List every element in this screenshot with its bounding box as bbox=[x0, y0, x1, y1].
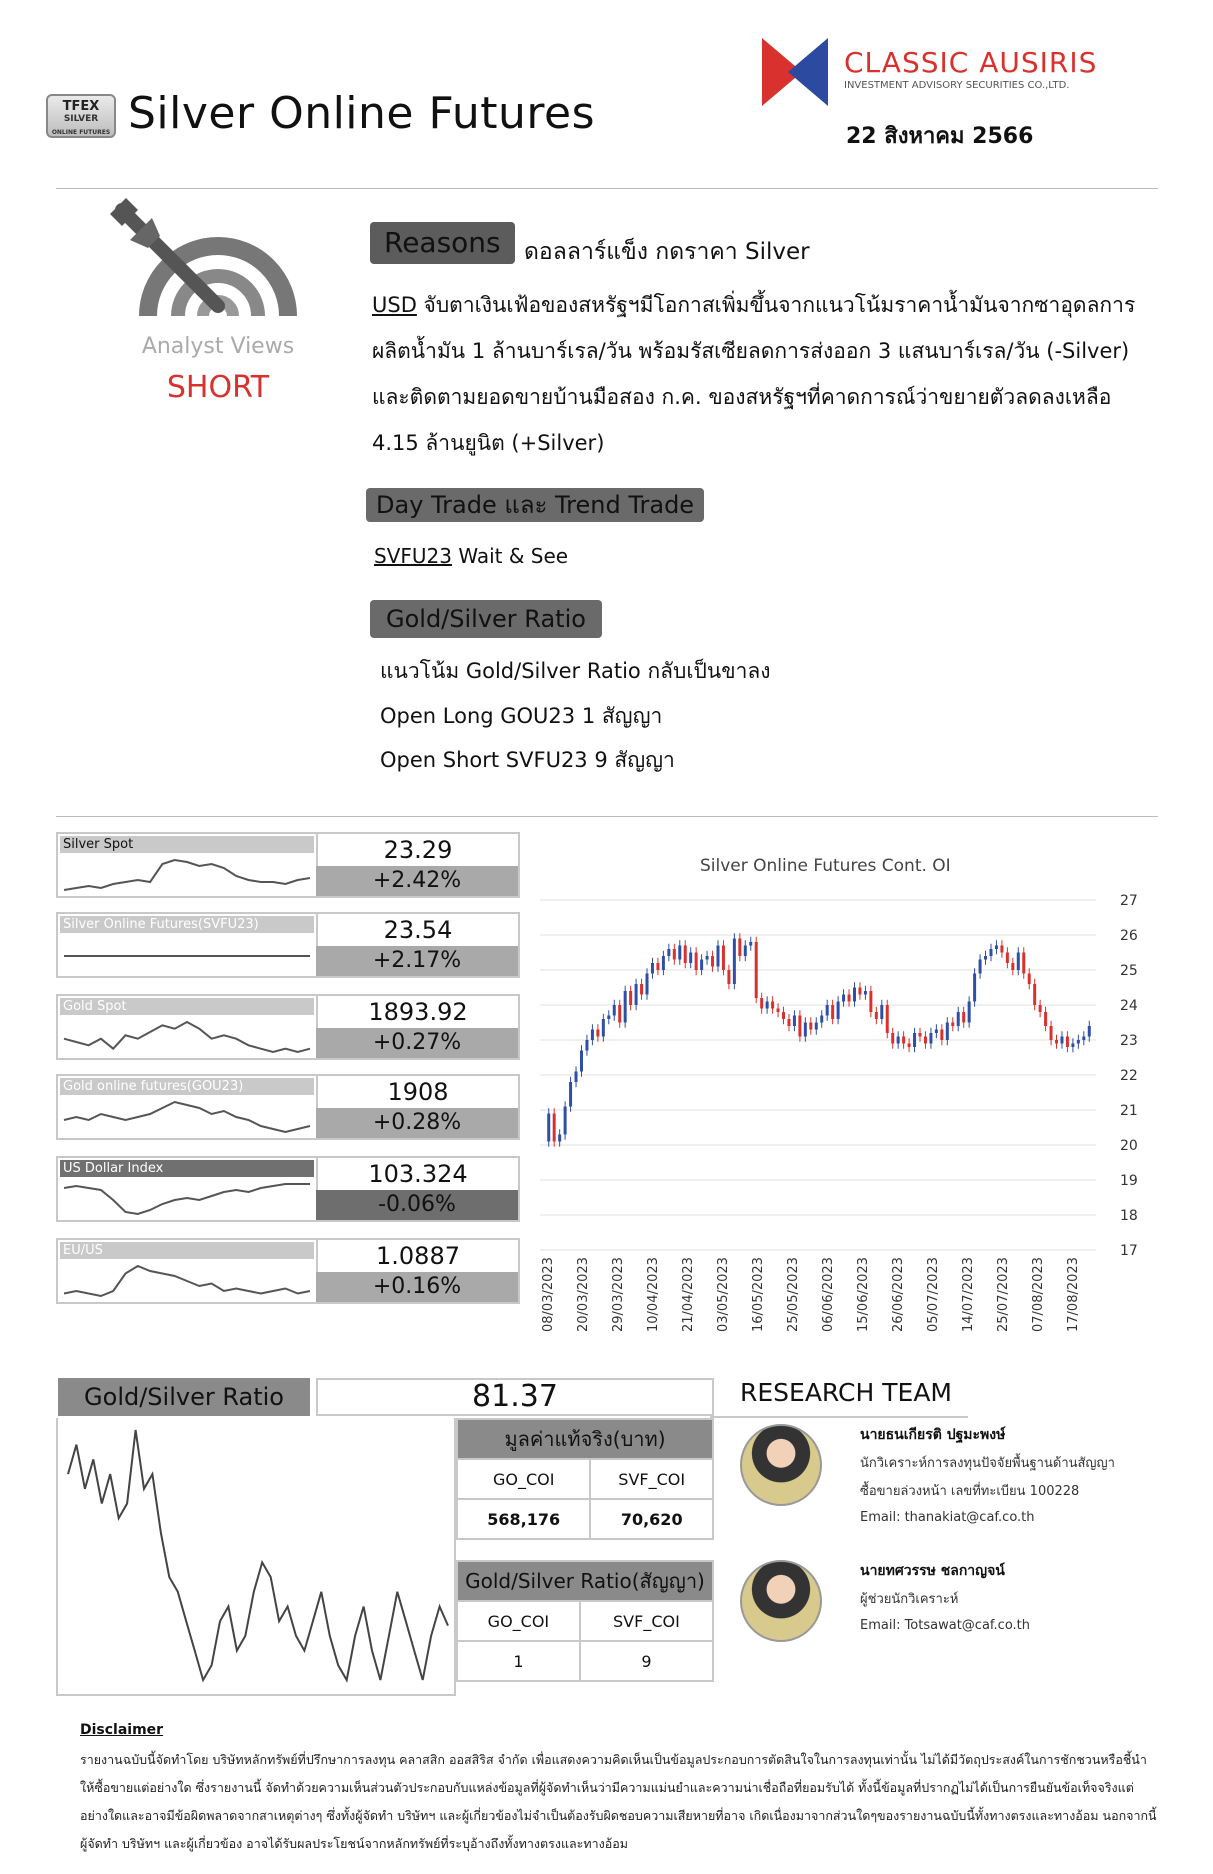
section-divider bbox=[56, 816, 1158, 817]
gold-silver-ratio-pill: Gold/Silver Ratio bbox=[370, 600, 602, 638]
candle-body bbox=[635, 984, 638, 1005]
candle-body bbox=[689, 953, 692, 964]
brand-name: CLASSIC AUSIRIS bbox=[844, 46, 1098, 79]
usd-label: USD bbox=[372, 293, 417, 317]
chart-title: Silver Online Futures Cont. OI bbox=[700, 856, 951, 876]
candle-body bbox=[902, 1037, 905, 1044]
candle-body bbox=[831, 1005, 834, 1019]
member-1-email: Email: thanakiat@caf.co.th bbox=[860, 1510, 1035, 1525]
ratio-header-go: GO_COI bbox=[457, 1601, 580, 1641]
candle-body bbox=[929, 1033, 932, 1044]
candle-body bbox=[875, 1012, 878, 1019]
sparkline-path bbox=[64, 1022, 310, 1052]
x-tick-label: 05/07/2023 bbox=[926, 1257, 941, 1332]
ratio-header-svf: SVF_COI bbox=[580, 1601, 713, 1641]
tile-value: 23.54 bbox=[316, 914, 518, 946]
y-tick-label: 27 bbox=[1120, 893, 1138, 909]
member-1-name: นายธนเกียรติ ปฐมะพงษ์ bbox=[860, 1427, 1006, 1443]
gold-silver-ratio-value: 81.37 bbox=[316, 1378, 714, 1416]
candle-body bbox=[1011, 963, 1014, 970]
candle-body bbox=[706, 956, 709, 960]
candle-body bbox=[646, 974, 649, 995]
candle-body bbox=[935, 1030, 938, 1034]
coi-header-go: GO_COI bbox=[457, 1459, 590, 1499]
reasons-text: จับตาเงินเฟ้อของสหรัฐฯมีโอกาสเพิ่มขึ้นจากแนวโน้มราคาน้ำมันจากซาอุดลการผลิตน้ำมัน 1 ล้านบาร์เรล/วัน พร้อมรัสเซียลดการส่งออก 3 แสนบาร์เรล/วัน (-Silver) และติดตามยอดขายบ้านมือสอง ก.ค. ของสหรัฐฯที่คาดการณ์ว่าขยายตัวลดลงเหลือ 4.15 ล้านยูนิต (+Silver) bbox=[372, 293, 1136, 455]
candle-body bbox=[733, 939, 736, 985]
candlestick-chart bbox=[536, 880, 1146, 1350]
candle-body bbox=[596, 1030, 599, 1037]
research-divider bbox=[710, 1416, 968, 1418]
x-tick-label: 26/06/2023 bbox=[891, 1257, 906, 1332]
x-tick-label: 20/03/2023 bbox=[576, 1257, 591, 1332]
tile-label: Gold online futures(GOU23) bbox=[60, 1078, 314, 1095]
candle-body bbox=[880, 1005, 883, 1019]
target-arrow-icon bbox=[108, 196, 298, 326]
brand-subtitle: INVESTMENT ADVISORY SECURITIES CO.,LTD. bbox=[844, 80, 1070, 91]
ratio-value-go: 1 bbox=[457, 1641, 580, 1681]
page-title: Silver Online Futures bbox=[128, 88, 596, 139]
sparkline bbox=[60, 1096, 314, 1136]
y-tick-label: 25 bbox=[1120, 963, 1138, 979]
coi-table-title: มูลค่าแท้จริง(บาท) bbox=[457, 1419, 713, 1459]
candle-body bbox=[957, 1012, 960, 1026]
candle-body bbox=[1017, 953, 1020, 971]
candle-body bbox=[804, 1023, 807, 1037]
tile-change: +2.42% bbox=[316, 866, 518, 896]
tile-label: EU/US bbox=[60, 1242, 314, 1259]
tile-value: 23.29 bbox=[316, 834, 518, 866]
gold-silver-ratio-chart bbox=[58, 1418, 458, 1694]
candle-body bbox=[798, 1016, 801, 1037]
candle-body bbox=[1039, 1005, 1042, 1012]
candle-body bbox=[640, 984, 643, 995]
candle-body bbox=[755, 942, 758, 998]
coi-value-table bbox=[456, 1418, 714, 1540]
y-tick-label: 23 bbox=[1120, 1033, 1138, 1049]
candle-body bbox=[1082, 1037, 1085, 1041]
sparkline bbox=[60, 934, 314, 974]
candle-body bbox=[607, 1016, 610, 1020]
header-divider bbox=[56, 188, 1158, 189]
reasons-pill: Reasons bbox=[370, 222, 515, 264]
candle-body bbox=[602, 1019, 605, 1037]
ratio-line bbox=[68, 1430, 448, 1680]
candle-body bbox=[793, 1016, 796, 1027]
sparkline bbox=[60, 1016, 314, 1056]
tile-change: +0.27% bbox=[316, 1028, 518, 1058]
y-tick-label: 21 bbox=[1120, 1103, 1138, 1119]
brand-logo-icon bbox=[762, 38, 828, 106]
y-tick-label: 18 bbox=[1120, 1208, 1138, 1224]
candle-body bbox=[695, 953, 698, 971]
day-trade-action: Wait & See bbox=[451, 544, 569, 568]
candle-body bbox=[989, 949, 992, 956]
ratio-line-short: Open Short SVFU23 9 สัญญา bbox=[380, 748, 675, 772]
member-1-role2: ซื้อขายล่วงหน้า เลขที่ทะเบียน 100228 bbox=[860, 1484, 1080, 1499]
market-tile bbox=[56, 912, 520, 978]
x-tick-label: 16/05/2023 bbox=[751, 1257, 766, 1332]
tile-label: Silver Spot bbox=[60, 836, 314, 853]
candle-body bbox=[547, 1114, 550, 1142]
candle-body bbox=[771, 1002, 774, 1009]
candle-body bbox=[580, 1051, 583, 1072]
sparkline-path bbox=[64, 1266, 310, 1296]
sparkline bbox=[60, 1260, 314, 1300]
candle-body bbox=[1028, 974, 1031, 985]
tfex-silver-badge: TFEX SILVER ONLINE FUTURES bbox=[46, 94, 116, 138]
candle-body bbox=[886, 1005, 889, 1033]
x-tick-label: 21/04/2023 bbox=[681, 1257, 696, 1332]
analyst-photo-1 bbox=[740, 1424, 822, 1506]
candle-body bbox=[651, 963, 654, 974]
candle-body bbox=[782, 1012, 785, 1019]
candle-body bbox=[924, 1037, 927, 1044]
analyst-views-label: Analyst Views bbox=[141, 334, 295, 359]
reasons-headline: ดอลลาร์แข็ง กดราคา Silver bbox=[524, 239, 810, 265]
y-tick-label: 22 bbox=[1120, 1068, 1138, 1084]
candle-body bbox=[837, 1002, 840, 1020]
x-tick-label: 17/08/2023 bbox=[1066, 1257, 1081, 1332]
tile-label: Silver Online Futures(SVFU23) bbox=[60, 916, 314, 933]
candle-body bbox=[820, 1016, 823, 1023]
y-tick-label: 20 bbox=[1120, 1138, 1138, 1154]
candle-body bbox=[673, 949, 676, 960]
analyst-view-short: SHORT bbox=[166, 370, 270, 405]
tile-value: 1.0887 bbox=[316, 1240, 518, 1272]
ratio-value-svf: 9 bbox=[580, 1641, 713, 1681]
candle-body bbox=[940, 1030, 943, 1041]
candle-body bbox=[1055, 1040, 1058, 1044]
candle-body bbox=[826, 1005, 829, 1016]
candle-body bbox=[1077, 1040, 1080, 1044]
candle-body bbox=[553, 1114, 556, 1142]
x-tick-label: 15/06/2023 bbox=[856, 1257, 871, 1332]
candle-body bbox=[700, 960, 703, 971]
tile-change: +0.28% bbox=[316, 1108, 518, 1138]
candle-body bbox=[842, 995, 845, 1002]
candle-body bbox=[749, 942, 752, 946]
x-tick-label: 14/07/2023 bbox=[961, 1257, 976, 1332]
sparkline-path bbox=[64, 1184, 310, 1214]
candle-body bbox=[1071, 1044, 1074, 1048]
candle-body bbox=[1006, 953, 1009, 964]
x-tick-label: 06/06/2023 bbox=[821, 1257, 836, 1332]
report-date: 22 สิงหาคม 2566 bbox=[846, 124, 1034, 149]
x-tick-label: 07/08/2023 bbox=[1031, 1257, 1046, 1332]
gold-silver-ratio-label: Gold/Silver Ratio bbox=[58, 1378, 310, 1416]
candle-body bbox=[777, 1009, 780, 1013]
candle-body bbox=[585, 1040, 588, 1051]
candle-body bbox=[711, 956, 714, 967]
y-tick-label: 26 bbox=[1120, 928, 1138, 944]
candle-body bbox=[858, 988, 861, 995]
member-1-role: นักวิเคราะห์การลงทุนปัจจัยพื้นฐานด้านสัญญา bbox=[860, 1456, 1115, 1471]
candle-body bbox=[716, 946, 719, 967]
candle-body bbox=[618, 1005, 621, 1023]
candle-body bbox=[591, 1030, 594, 1041]
sparkline bbox=[60, 1178, 314, 1218]
x-tick-label: 25/07/2023 bbox=[996, 1257, 1011, 1332]
candle-body bbox=[891, 1033, 894, 1044]
candle-body bbox=[662, 956, 665, 970]
candle-body bbox=[815, 1023, 818, 1030]
market-tile bbox=[56, 994, 520, 1060]
candle-body bbox=[684, 946, 687, 964]
candle-body bbox=[1044, 1012, 1047, 1026]
candle-body bbox=[897, 1037, 900, 1044]
candle-body bbox=[1022, 953, 1025, 974]
market-tile bbox=[56, 832, 520, 898]
candle-body bbox=[973, 974, 976, 1002]
candle-body bbox=[919, 1033, 922, 1037]
candle-body bbox=[760, 998, 763, 1009]
tile-value: 1893.92 bbox=[316, 996, 518, 1028]
candle-body bbox=[564, 1107, 567, 1135]
candle-body bbox=[1033, 984, 1036, 1005]
analyst-photo-2 bbox=[740, 1560, 822, 1642]
member-2-name: นายทศวรรษ ชลกาญจน์ bbox=[860, 1563, 1005, 1579]
coi-value-go: 568,176 bbox=[457, 1499, 590, 1539]
candle-body bbox=[569, 1082, 572, 1107]
candle-body bbox=[629, 991, 632, 1005]
candle-body bbox=[968, 1002, 971, 1023]
candle-body bbox=[738, 939, 741, 957]
member-2-role: ผู้ช่วยนักวิเคราะห์ bbox=[860, 1592, 959, 1607]
research-team-title: RESEARCH TEAM bbox=[740, 1378, 952, 1407]
candle-body bbox=[613, 1005, 616, 1016]
day-trade-pill: Day Trade และ Trend Trade bbox=[366, 488, 704, 522]
candle-body bbox=[744, 946, 747, 957]
candle-body bbox=[979, 960, 982, 974]
ratio-table-title: Gold/Silver Ratio(สัญญา) bbox=[457, 1561, 713, 1601]
day-trade-symbol: SVFU23 bbox=[374, 544, 452, 568]
x-tick-label: 10/04/2023 bbox=[646, 1257, 661, 1332]
market-tile bbox=[56, 1238, 520, 1304]
coi-value-svf: 70,620 bbox=[590, 1499, 713, 1539]
candle-body bbox=[946, 1023, 949, 1041]
candle-body bbox=[1000, 946, 1003, 953]
tile-value: 103.324 bbox=[316, 1158, 518, 1190]
candle-body bbox=[1088, 1026, 1091, 1037]
candle-body bbox=[1060, 1037, 1063, 1044]
candle-body bbox=[984, 956, 987, 960]
tile-label: US Dollar Index bbox=[60, 1160, 314, 1177]
ratio-line-long: Open Long GOU23 1 สัญญา bbox=[380, 704, 663, 728]
candle-body bbox=[913, 1033, 916, 1047]
sparkline-path bbox=[64, 1102, 310, 1132]
tile-change: +0.16% bbox=[316, 1272, 518, 1302]
candle-body bbox=[575, 1072, 578, 1083]
candle-body bbox=[864, 991, 867, 995]
candle-body bbox=[869, 991, 872, 1012]
sparkline bbox=[60, 854, 314, 894]
member-2-email: Email: Totsawat@caf.co.th bbox=[860, 1618, 1031, 1633]
candle-body bbox=[722, 946, 725, 971]
disclaimer-body: รายงานฉบับนี้จัดทำโดย บริษัทหลักทรัพย์ที่ปรึกษาการลงทุน คลาสสิก ออสสิริส จำกัด เพื่อแสดงความคิดเห็นเป็นข้อมูลประกอบการตัดสินใจในการลงทุนเท่านั้น ไม่ได้มีวัตถุประสงค์ในการชักชวนหรือชี้นำให้ซื้อขายแต่อย่างใด ซึ่งรายงานนี้ จัดทำด้วยความเห็นส่วนตัวประกอบกับแหล่งข้อมูลที่ผู้จัดทำเห็นว่ามีความแม่นยำและความน่าเชื่อถือที่ยอมรับได้ ทั้งนี้ข้อมูลที่ปรากฏไม่ได้เป็นการยืนยันข้อเท็จจริงแต่อย่างใดและอาจมีข้อผิดพลาดจากสาเหตุต่างๆ ซึ่งทั้งผู้จัดทำ บริษัทฯ และผู้เกี่ยวข้องไม่จำเป็นต้องรับผิดชอบความเสียหายที่อาจ เกิดเนื่องมาจากส่วนใดๆของรายงานฉบับนี้ทั้งทางตรงและทางอ้อม นอกจากนี้ผู้จัดทำ บริษัทฯ และผู้เกี่ยวข้อง อาจได้รับผลประโยชน์จากหลักทรัพย์ที่ระบุอ้างถึงทั้งทางตรงและทางอ้อม bbox=[80, 1752, 1157, 1851]
candle-body bbox=[727, 970, 730, 984]
candle-body bbox=[787, 1019, 790, 1026]
candle-body bbox=[1066, 1037, 1069, 1048]
candle-body bbox=[766, 1002, 769, 1009]
ratio-chart-frame bbox=[56, 1418, 456, 1696]
candle-body bbox=[951, 1023, 954, 1027]
x-tick-label: 29/03/2023 bbox=[611, 1257, 626, 1332]
candle-body bbox=[558, 1135, 561, 1142]
candle-body bbox=[908, 1044, 911, 1048]
y-tick-label: 17 bbox=[1120, 1243, 1138, 1259]
candle-body bbox=[1050, 1026, 1053, 1040]
candle-body bbox=[962, 1012, 965, 1023]
candle-body bbox=[624, 991, 627, 1023]
candle-body bbox=[678, 946, 681, 960]
disclaimer-title: Disclaimer bbox=[80, 1722, 164, 1738]
candle-body bbox=[809, 1023, 812, 1030]
x-tick-label: 25/05/2023 bbox=[786, 1257, 801, 1332]
candle-body bbox=[853, 988, 856, 1002]
ratio-line-trend: แนวโน้ม Gold/Silver Ratio กลับเป็นขาลง bbox=[380, 659, 771, 683]
sparkline-path bbox=[64, 860, 310, 890]
tile-change: +2.17% bbox=[316, 946, 518, 976]
tile-change: -0.06% bbox=[316, 1190, 518, 1220]
y-tick-label: 24 bbox=[1120, 998, 1138, 1014]
market-tile bbox=[56, 1156, 520, 1222]
coi-header-svf: SVF_COI bbox=[590, 1459, 713, 1499]
candle-body bbox=[656, 963, 659, 970]
candle-body bbox=[848, 995, 851, 1002]
market-tile bbox=[56, 1074, 520, 1140]
y-tick-label: 19 bbox=[1120, 1173, 1138, 1189]
x-tick-label: 03/05/2023 bbox=[716, 1257, 731, 1332]
candle-body bbox=[667, 949, 670, 956]
candle-body bbox=[995, 946, 998, 950]
tile-label: Gold Spot bbox=[60, 998, 314, 1015]
tile-value: 1908 bbox=[316, 1076, 518, 1108]
ratio-contract-table bbox=[456, 1560, 714, 1682]
x-tick-label: 08/03/2023 bbox=[541, 1257, 556, 1332]
day-trade-text bbox=[374, 544, 568, 568]
reasons-body bbox=[372, 282, 1152, 466]
